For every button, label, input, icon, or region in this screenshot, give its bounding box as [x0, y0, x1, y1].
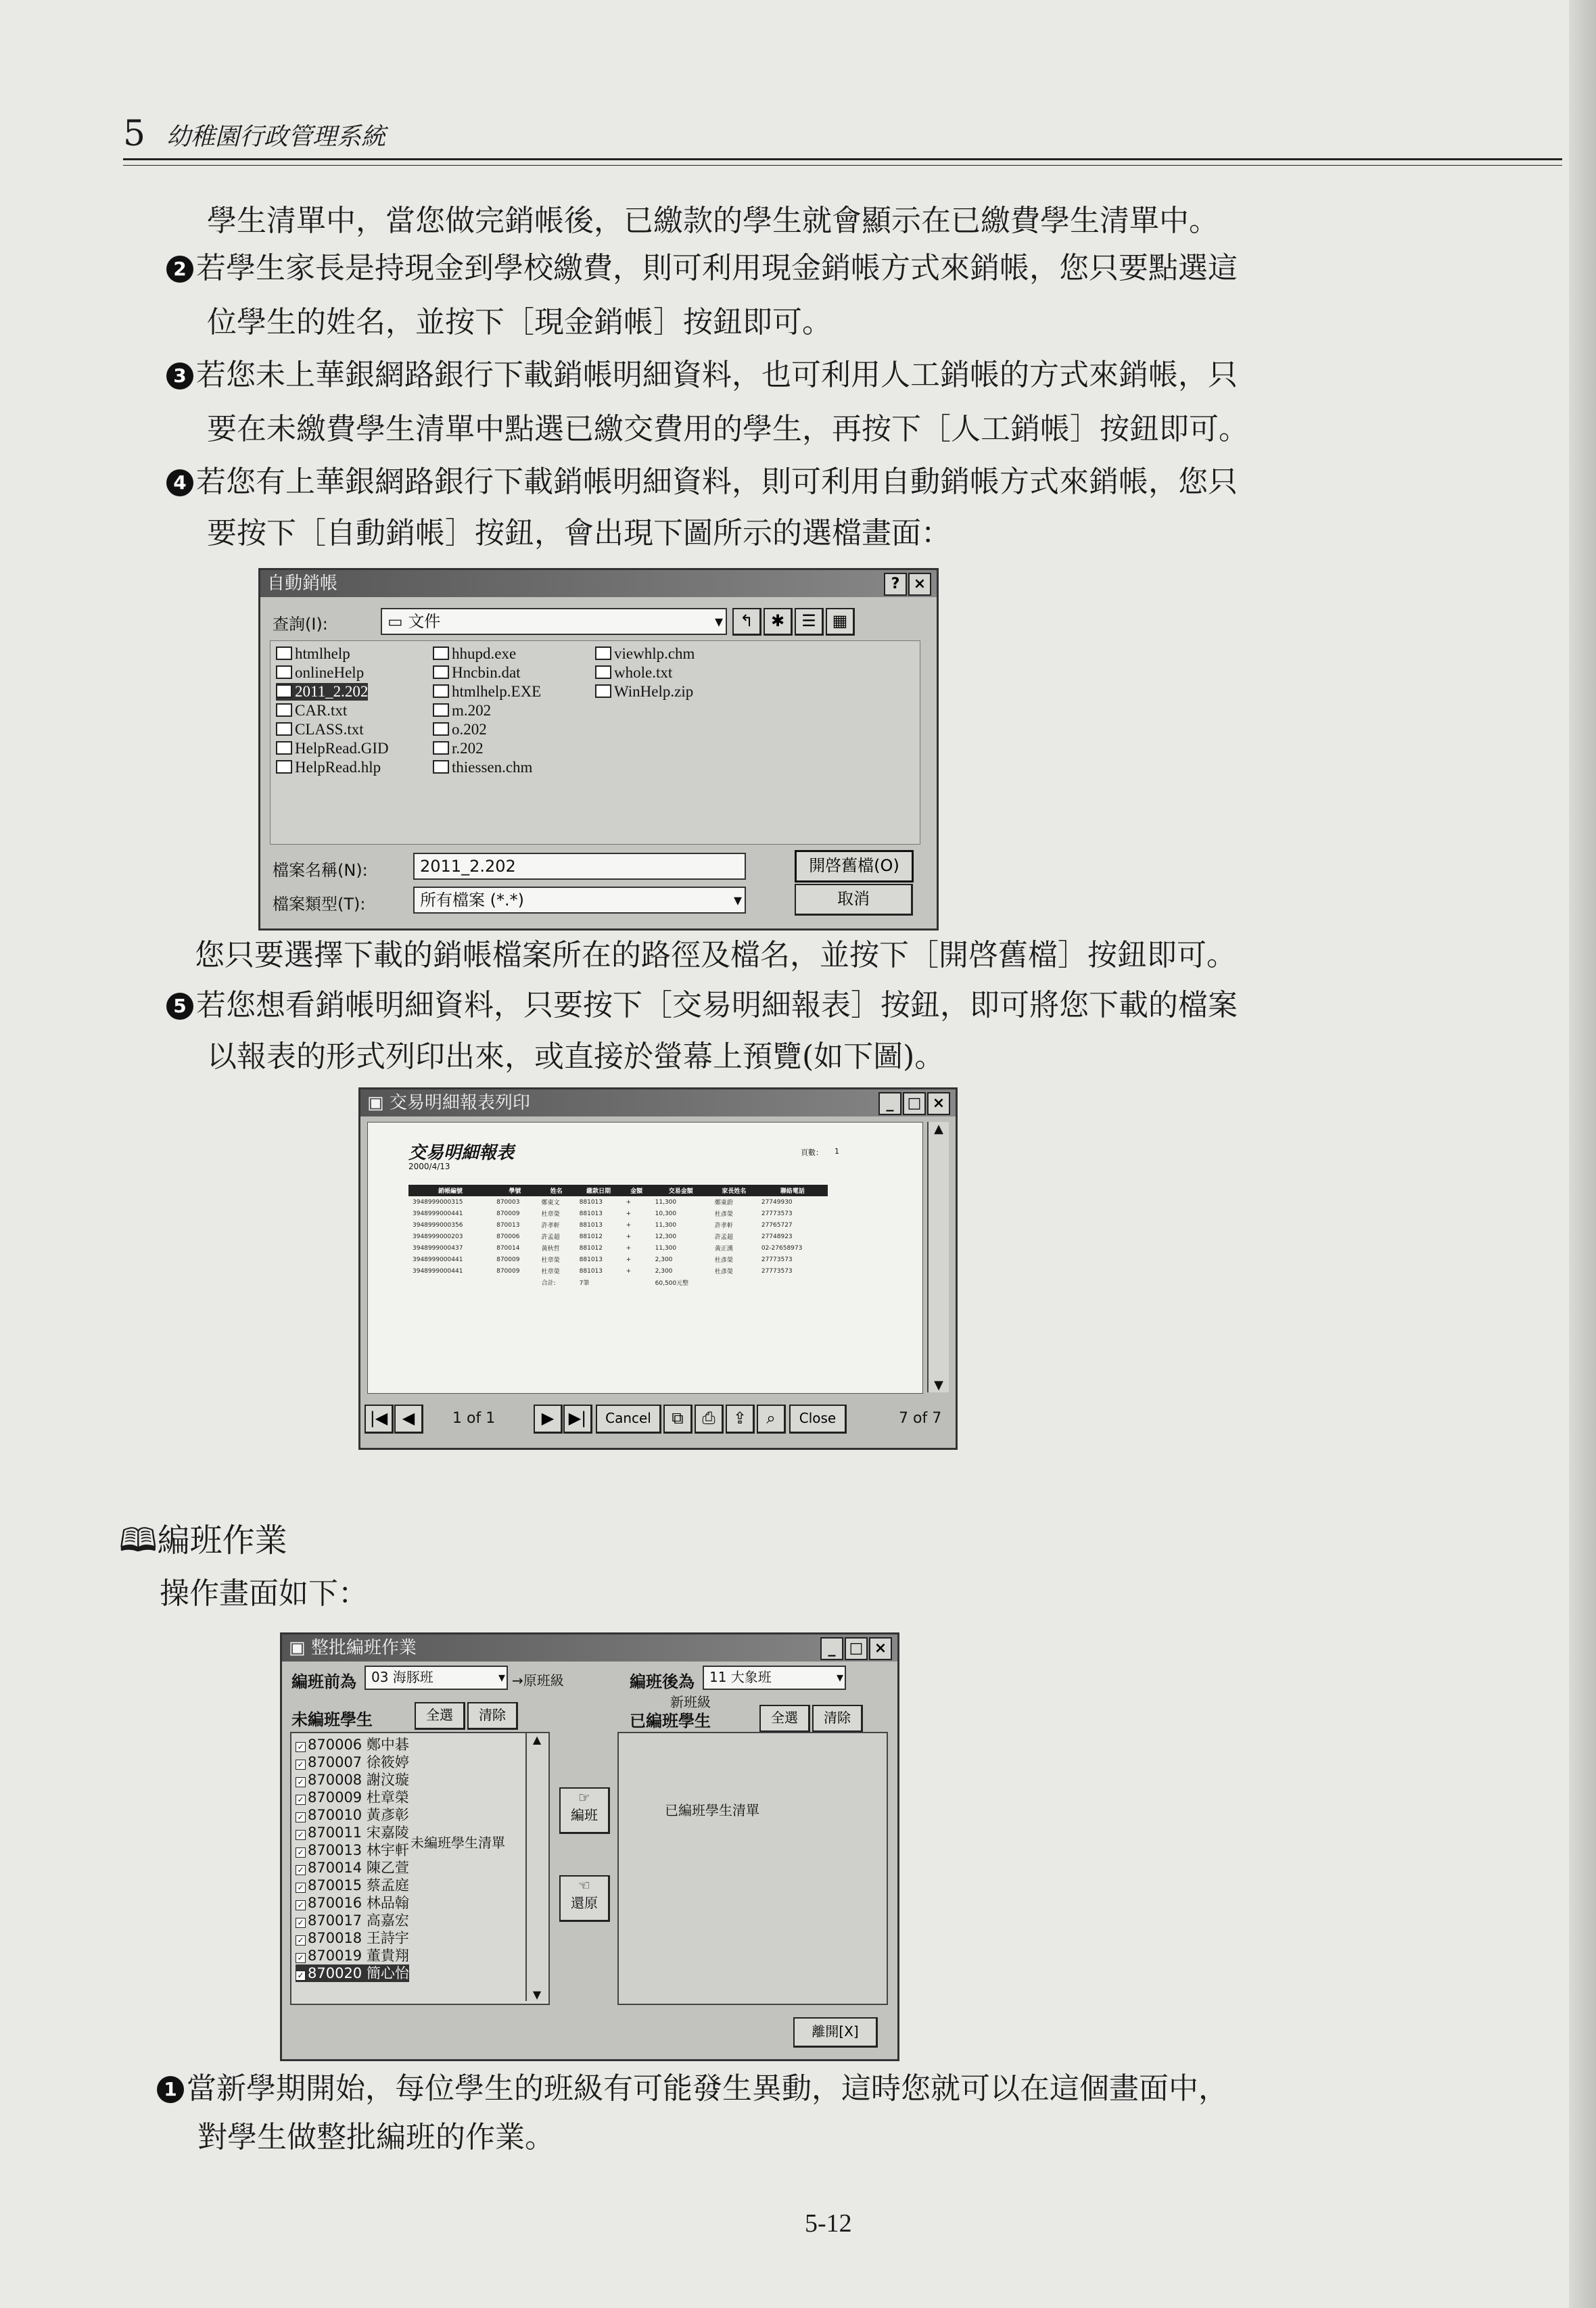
file-icon — [595, 665, 611, 679]
file-item[interactable]: hhupd.exe — [433, 645, 516, 663]
paragraph-6-line-1: 若您想看銷帳明細資料，只要按下［交易明細報表］按鈕，即可將您下載的檔案 — [196, 988, 1238, 1022]
clear-left-button[interactable]: 清除 — [467, 1702, 518, 1730]
unassigned-annotation: 未編班學生清單 — [410, 1835, 505, 1851]
maximize-button[interactable]: □ — [845, 1637, 868, 1660]
list-scrollbar[interactable] — [525, 1733, 547, 2001]
paragraph-4-line-2: 要按下［自動銷帳］按鈕，會出現下圖所示的選檔畫面： — [207, 516, 951, 550]
list-item[interactable]: ✓ 870007 徐筱婷 — [296, 1753, 409, 1771]
select-all-right-button[interactable]: 全選 — [759, 1705, 810, 1733]
assigned-student-list[interactable] — [617, 1732, 888, 2005]
copy-icon[interactable]: ⧉ — [663, 1405, 693, 1434]
chevron-down-icon: ▾ — [733, 891, 742, 910]
checkbox[interactable]: ✓ — [296, 1847, 306, 1858]
list-item[interactable]: ✓ 870016 林品翰 — [296, 1894, 409, 1912]
paragraph-2 — [166, 248, 1238, 289]
maximize-button[interactable]: □ — [903, 1092, 926, 1115]
paragraph-3-line-2: 要在未繳費學生清單中點選已繳交費用的學生，再按下［人工銷帳］按鈕即可。 — [207, 412, 1248, 446]
report-total-row: 合計: 7筆 60,500元整 — [541, 1280, 689, 1287]
report-heading: 交易明細報表 — [408, 1143, 515, 1163]
checkbox[interactable]: ✓ — [296, 1971, 306, 1981]
new-folder-icon[interactable]: ✱ — [764, 608, 793, 636]
report-title-text: 交易明細報表列印 — [389, 1093, 530, 1113]
details-view-icon[interactable]: ▦ — [826, 608, 855, 636]
class-window-titlebar — [282, 1634, 897, 1662]
header-rule-thin — [123, 165, 1562, 166]
checkbox[interactable]: ✓ — [296, 1953, 306, 1963]
unassigned-student-list[interactable] — [290, 1732, 550, 2005]
scroll-down-icon[interactable]: ▼ — [532, 1988, 542, 2001]
file-item[interactable]: Hncbin.dat — [433, 664, 521, 682]
checkbox[interactable]: ✓ — [296, 1760, 306, 1770]
checkbox[interactable]: ✓ — [296, 1883, 306, 1893]
checkbox[interactable]: ✓ — [296, 1795, 306, 1805]
printer-icon: ▣ — [367, 1093, 390, 1113]
dialog-titlebar: 自動銷帳 — [260, 570, 937, 597]
header-rule — [123, 158, 1562, 160]
chm-icon — [433, 760, 449, 774]
lookin-label: 查詢(I): — [273, 615, 328, 634]
checkbox[interactable]: ✓ — [296, 1935, 306, 1946]
checkbox[interactable]: ✓ — [296, 1777, 306, 1787]
table-row: 3948999000315 870003 鄭東文 881013 + 11,300 鄭東蔚 27749930 — [413, 1198, 793, 1206]
paragraph-7-line-2: 對學生做整批編班的作業。 — [197, 2120, 555, 2154]
help-button[interactable]: ? — [884, 573, 907, 596]
list-item[interactable]: ✓ 870014 陳乙萱 — [296, 1859, 409, 1877]
minimize-button[interactable]: _ — [878, 1092, 901, 1115]
bullet-2: 2 — [166, 256, 193, 283]
checkbox[interactable]: ✓ — [296, 1918, 306, 1928]
report-table — [408, 1185, 828, 1288]
file-icon — [276, 684, 292, 698]
table-row: 3948999000203 870006 許孟超 881012 + 12,300 許孟超 27748923 — [413, 1233, 793, 1241]
file-item[interactable]: o.202 — [433, 721, 487, 738]
file-item[interactable]: WinHelp.zip — [595, 683, 693, 701]
file-item[interactable]: CAR.txt — [276, 702, 347, 720]
list-item[interactable]: ✓ 870019 董貴翔 — [296, 1947, 409, 1964]
checkbox[interactable]: ✓ — [296, 1900, 306, 1910]
left-list-label: 未編班學生 — [291, 1710, 373, 1729]
report-preview-window — [358, 1087, 958, 1450]
report-titlebar — [360, 1089, 956, 1116]
cancel-button[interactable]: 取消 — [795, 884, 913, 916]
paragraph-3 — [166, 354, 1238, 396]
class-assignment-window — [280, 1632, 899, 2061]
section-title: 編班作業 — [157, 1522, 287, 1559]
close-button[interactable]: × — [927, 1092, 950, 1115]
scroll-down-icon[interactable]: ▼ — [934, 1378, 943, 1392]
list-item[interactable]: ✓ 870018 王詩宇 — [296, 1929, 409, 1947]
list-item[interactable]: ✓ 870013 林宇軒 — [296, 1841, 409, 1859]
chevron-down-icon: ▾ — [714, 612, 723, 631]
bullet-1: 1 — [157, 2076, 184, 2103]
file-item[interactable]: viewhlp.chm — [595, 645, 695, 663]
minimize-button[interactable]: _ — [820, 1637, 843, 1660]
bullet-5: 5 — [166, 993, 193, 1020]
report-page-label: 頁數： — [801, 1148, 823, 1157]
table-row: 3948999000441 870009 杜章榮 881013 + 10,300 杜彥榮 27773573 — [413, 1210, 793, 1218]
after-class-select[interactable] — [703, 1666, 846, 1690]
zip-icon — [595, 684, 611, 698]
file-item[interactable]: m.202 — [433, 702, 491, 720]
table-row: 3948999000441 870009 杜章榮 881013 + 2,300 杜彥榮 27773573 — [413, 1267, 793, 1275]
file-icon — [433, 722, 449, 736]
exe-icon — [433, 684, 449, 698]
scroll-up-icon[interactable]: ▲ — [532, 1733, 542, 1746]
list-item[interactable]: ✓ 870008 謝汶璇 — [296, 1771, 409, 1789]
right-list-label: 已編班學生 — [630, 1712, 711, 1730]
file-item[interactable]: thiessen.chm — [433, 759, 532, 776]
chapter-title: 幼稚園行政管理系統 — [166, 123, 386, 151]
after-class-label: 編班後為 — [630, 1672, 695, 1691]
folder-icon — [276, 646, 292, 660]
file-list — [270, 640, 920, 845]
close-button[interactable]: × — [869, 1637, 892, 1660]
file-item[interactable]: HelpRead.GID — [276, 740, 389, 757]
list-item[interactable]: ✓ 870009 杜章榮 — [296, 1789, 409, 1806]
chevron-down-icon: ▾ — [498, 1669, 505, 1685]
last-page-icon[interactable]: ▶| — [563, 1405, 592, 1434]
page-number: 5-12 — [805, 2209, 852, 2238]
list-item[interactable]: ✓ 870010 黃彥彰 — [296, 1806, 409, 1824]
file-icon — [276, 741, 292, 755]
file-icon — [433, 703, 449, 717]
paragraph-5: 您只要選擇下載的銷帳檔案所在的路徑及檔名，並按下［開啓舊檔］按鈕即可。 — [195, 938, 1236, 972]
list-item[interactable]: ✓ 870011 宋嘉陵 — [296, 1824, 409, 1841]
checkbox[interactable]: ✓ — [296, 1830, 306, 1840]
assigned-annotation: 已編班學生清單 — [665, 1802, 759, 1818]
close-button[interactable]: × — [908, 573, 931, 596]
clear-right-button[interactable]: 清除 — [812, 1705, 863, 1733]
file-item[interactable]: r.202 — [433, 740, 484, 757]
page-edge — [1569, 0, 1596, 2308]
prev-page-icon[interactable]: ◀ — [394, 1405, 423, 1434]
filename-input[interactable]: 2011_2.202 — [413, 853, 746, 880]
before-class-value: 03 海豚班 — [371, 1669, 433, 1685]
report-date: 2000/4/13 — [408, 1162, 450, 1171]
filetype-select[interactable] — [413, 887, 746, 914]
table-row: 3948999000441 870009 杜章榮 881013 + 2,300 杜彥榮 27773573 — [413, 1256, 793, 1264]
close-report-button[interactable]: Close — [789, 1405, 847, 1434]
hand-pointer-left-icon: ☜ — [578, 1877, 590, 1893]
file-item[interactable]: onlineHelp — [276, 664, 364, 682]
filetype-label: 檔案類型(T): — [273, 895, 366, 914]
record-count: 7 of 7 — [899, 1410, 942, 1427]
file-item[interactable]: whole.txt — [595, 664, 672, 682]
class-window-title: 整批編班作業 — [310, 1638, 417, 1658]
hand-pointer-icon: ☞ — [578, 1789, 590, 1806]
file-item[interactable]: CLASS.txt — [276, 721, 364, 738]
checkbox[interactable]: ✓ — [296, 1865, 306, 1875]
chm-icon — [595, 646, 611, 660]
new-class-note: 新班級 — [670, 1694, 711, 1710]
restore-button[interactable]: ☜ 還原 — [559, 1875, 610, 1922]
bullet-4: 4 — [166, 469, 193, 496]
paragraph-2-line-2: 位學生的姓名，並按下［現金銷帳］按鈕即可。 — [207, 305, 832, 339]
checkbox[interactable]: ✓ — [296, 1742, 306, 1752]
after-class-value: 11 大象班 — [709, 1669, 772, 1685]
open-file-dialog — [258, 568, 939, 931]
section-intro: 操作畫面如下： — [160, 1576, 368, 1611]
first-page-icon[interactable]: |◀ — [365, 1405, 394, 1434]
paragraph-6 — [166, 985, 1238, 1027]
bullet-3: 3 — [166, 362, 193, 390]
print-icon[interactable]: ⎙ — [695, 1405, 724, 1434]
vertical-scrollbar[interactable] — [927, 1122, 949, 1392]
original-class-note: →原班級 — [512, 1672, 564, 1689]
chevron-down-icon: ▾ — [836, 1669, 843, 1685]
list-item-selected[interactable]: ✓ 870020 簡心怡 — [296, 1964, 409, 1982]
paragraph-7 — [157, 2068, 1228, 2110]
filetype-value: 所有檔案 (*.*) — [420, 891, 524, 910]
app-icon: ▣ — [289, 1638, 311, 1658]
file-icon — [433, 665, 449, 679]
lookin-dropdown[interactable] — [381, 608, 727, 635]
chapter-number: 5 — [123, 114, 146, 154]
next-page-icon[interactable]: ▶ — [534, 1405, 563, 1434]
paragraph-4 — [166, 461, 1238, 503]
list-item[interactable]: ✓ 870006 鄭中碁 — [296, 1736, 409, 1753]
paragraph-3-line-1: 若您未上華銀網路銀行下載銷帳明細資料，也可利用人工銷帳的方式來銷帳，只 — [196, 358, 1238, 392]
page-indicator: 1 of 1 — [452, 1410, 496, 1427]
lookin-value: 文件 — [408, 612, 441, 631]
paragraph-2-line-1: 若學生家長是持現金到學校繳費，則可利用現金銷帳方式來銷帳，您只要點選這 — [196, 251, 1238, 285]
list-item[interactable]: ✓ 870015 蔡孟庭 — [296, 1877, 409, 1894]
report-header-row: 銷帳編號 學號 姓名 繳款日期 金額 交易金額 家長姓名 聯絡電話 — [408, 1185, 828, 1196]
table-row: 3948999000437 870014 黃秋哲 881012 + 11,300 黃正漢 02-27658973 — [413, 1244, 803, 1252]
section-heading — [119, 1520, 287, 1561]
folder-icon: ▭ — [388, 612, 408, 631]
before-class-select[interactable] — [365, 1666, 508, 1690]
file-icon — [276, 722, 292, 736]
list-item[interactable]: ✓ 870017 高嘉宏 — [296, 1912, 409, 1929]
file-icon — [433, 741, 449, 755]
assign-button[interactable]: ☞ 編班 — [559, 1787, 610, 1834]
exe-icon — [433, 646, 449, 660]
checkbox[interactable]: ✓ — [296, 1812, 306, 1822]
file-item[interactable]: htmlhelp.EXE — [433, 683, 541, 701]
report-toolbar — [365, 1400, 946, 1438]
paragraph-4-line-1: 若您有上華銀網路銀行下載銷帳明細資料，則可利用自動銷帳方式來銷帳，您只 — [196, 465, 1238, 499]
exit-button[interactable]: 離開[X] — [793, 2017, 878, 2048]
filename-label: 檔案名稱(N): — [273, 861, 368, 880]
book-icon: 🕮 — [119, 1522, 158, 1559]
file-item-selected[interactable]: 2011_2.202 — [276, 683, 368, 701]
report-page-value: 1 — [835, 1147, 839, 1156]
paragraph-7-line-1: 當新學期開始，每位學生的班級有可能發生異動，這時您就可以在這個畫面中， — [187, 2071, 1228, 2106]
help-file-icon — [276, 760, 292, 774]
zoom-icon[interactable]: ⌕ — [757, 1405, 786, 1434]
scroll-up-icon[interactable]: ▲ — [934, 1122, 943, 1136]
file-icon — [276, 703, 292, 717]
list-view-icon[interactable]: ☰ — [795, 608, 824, 636]
folder-icon — [276, 665, 292, 679]
report-page — [367, 1122, 923, 1394]
before-class-label: 編班前為 — [291, 1672, 356, 1691]
table-row: 3948999000356 870013 許孝軒 881013 + 11,300 許孝軒 27765727 — [413, 1221, 793, 1229]
file-item[interactable]: htmlhelp — [276, 645, 350, 663]
open-button[interactable]: 開啓舊檔(O) — [795, 850, 914, 882]
export-icon[interactable]: ⇪ — [726, 1405, 755, 1434]
file-item[interactable]: HelpRead.hlp — [276, 759, 381, 776]
paragraph-6-line-2: 以報表的形式列印出來，或直接於螢幕上預覽(如下圖)。 — [207, 1039, 945, 1074]
up-folder-icon[interactable]: ↰ — [732, 608, 761, 636]
select-all-left-button[interactable]: 全選 — [415, 1702, 465, 1730]
cancel-button[interactable]: Cancel — [596, 1405, 661, 1434]
paragraph-1: 學生清單中，當您做完銷帳後，已繳款的學生就會顯示在已繳費學生清單中。 — [207, 204, 1219, 238]
